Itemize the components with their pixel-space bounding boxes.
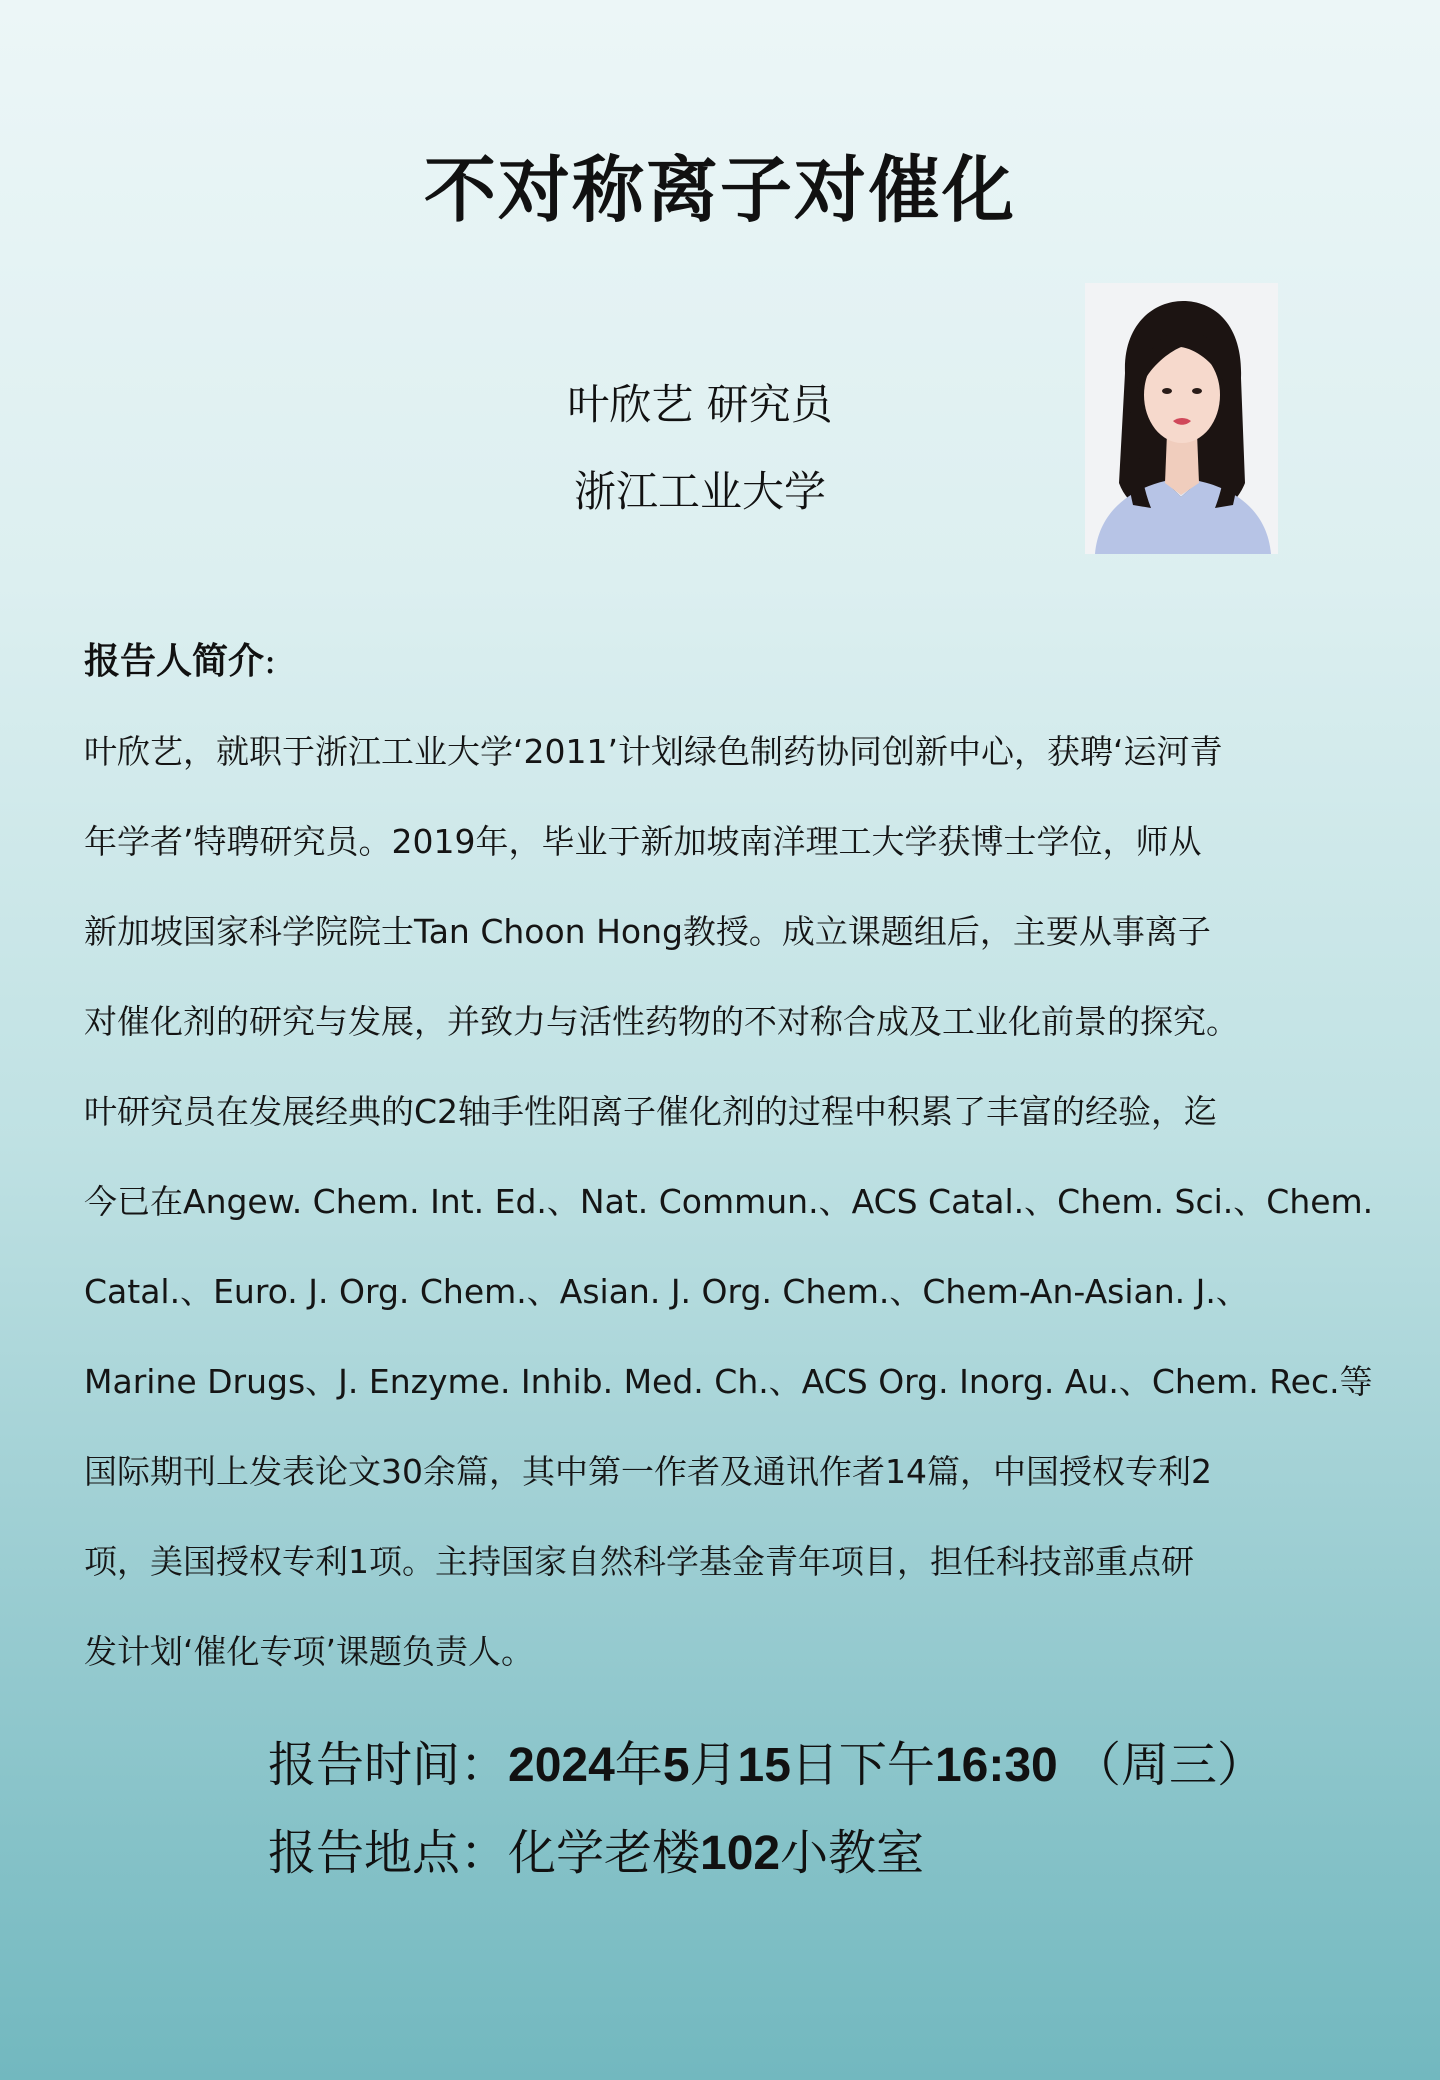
bio-heading (84, 640, 276, 683)
bio-line: 今已在Angew. Chem. Int. Ed.、Nat. Commun.、ACS Catal.、Chem. Sci.、Chem. (84, 1182, 1374, 1221)
speaker-photo (1085, 283, 1278, 554)
place-label: 报告地点： (268, 1825, 509, 1881)
lecture-title: 不对称离子对催化 (423, 147, 1016, 232)
speaker-name-title: 叶欣艺 研究员 (567, 380, 833, 429)
bio-line: 叶欣艺，就职于浙江工业大学‘2011’计划绿色制药协同创新中心，获聘‘运河青 (84, 732, 1223, 771)
time-clock: 16:30 (934, 1739, 1058, 1792)
bio-text (84, 730, 1404, 1720)
time-weekday: （周三） (1072, 1737, 1265, 1793)
time-year-unit: 年 (614, 1737, 663, 1793)
time-year: 2024 (508, 1739, 615, 1792)
place-building: 化学老楼 (508, 1825, 701, 1881)
place-room-suffix: 小教室 (780, 1825, 925, 1881)
lecture-time (268, 1737, 1265, 1795)
bio-line: 发计划‘催化专项’课题负责人。 (84, 1632, 534, 1671)
bio-line: 项，美国授权专利1项。主持国家自然科学基金青年项目，担任科技部重点研 (84, 1542, 1194, 1581)
bio-line: 叶研究员在发展经典的C2轴手性阳离子催化剂的过程中积累了丰富的经验，迄 (84, 1092, 1218, 1131)
bio-line: 新加坡国家科学院院士Tan Choon Hong教授。成立课题组后，主要从事离子 (84, 912, 1211, 951)
bio-heading-colon: : (264, 641, 277, 682)
portrait-photo-icon (1085, 283, 1278, 554)
time-month-unit: 月 (689, 1737, 738, 1793)
lecture-place (268, 1825, 924, 1883)
bio-line: 对催化剂的研究与发展，并致力与活性药物的不对称合成及工业化前景的探究。 (84, 1002, 1239, 1041)
place-room-number: 102 (700, 1827, 781, 1880)
speaker-affiliation: 浙江工业大学 (573, 467, 826, 516)
time-label: 报告时间： (268, 1737, 509, 1793)
time-day-unit: 日下午 (790, 1737, 935, 1793)
bio-line: 国际期刊上发表论文30余篇，其中第一作者及通讯作者14篇，中国授权专利2 (84, 1452, 1212, 1491)
bio-heading-text: 报告人简介 (84, 640, 265, 682)
bio-line: Catal.、Euro. J. Org. Chem.、Asian. J. Org. Chem.、Chem-An-Asian. J.、 (84, 1272, 1249, 1311)
bio-line: Marine Drugs、J. Enzyme. Inhib. Med. Ch.、ACS Org. Inorg. Au.、Chem. Rec.等 (84, 1362, 1373, 1401)
time-day: 15 (737, 1739, 791, 1792)
time-month: 5 (662, 1739, 690, 1792)
bio-line: 年学者’特聘研究员。2019年，毕业于新加坡南洋理工大学获博士学位，师从 (84, 822, 1202, 861)
